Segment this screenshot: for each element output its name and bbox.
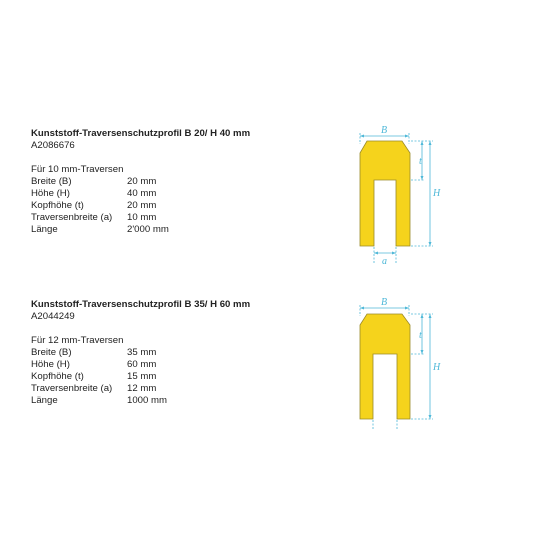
profile-shape	[360, 314, 410, 419]
spec-value: 35 mm	[127, 347, 157, 358]
product-title: Kunststoff-Traversenschutzprofil B 35/ H 60 mm	[31, 299, 251, 310]
spec-value: 15 mm	[127, 371, 157, 382]
spec-value: 20 mm	[127, 176, 157, 187]
product-block-2	[31, 299, 291, 407]
profile-cross-section-drawing	[345, 292, 455, 442]
dimension-label-t: t	[419, 330, 422, 341]
profile-shape	[360, 141, 410, 246]
profile-cross-section-drawing	[345, 120, 455, 270]
spec-label: Länge	[31, 395, 58, 406]
dimension-label-t: t	[419, 156, 422, 167]
dimension-label-b: B	[381, 297, 388, 308]
product-subtitle: Für 10 mm-Traversen	[31, 164, 124, 175]
spec-row	[31, 200, 291, 212]
spec-value: 1000 mm	[127, 395, 167, 406]
spec-row	[31, 212, 291, 224]
dimension-label-h: H	[433, 188, 441, 199]
article-number: A2086676	[31, 140, 75, 151]
spec-value: 10 mm	[127, 212, 157, 223]
spec-label: Höhe (H)	[31, 359, 70, 370]
dimension-label-h: H	[433, 362, 441, 373]
spec-label: Kopfhöhe (t)	[31, 200, 84, 211]
spec-row	[31, 176, 291, 188]
spec-label: Breite (B)	[31, 347, 72, 358]
dimension-label-b: B	[381, 125, 388, 136]
spec-value: 20 mm	[127, 200, 157, 211]
product-block-1	[31, 128, 291, 236]
article-number: A2044249	[31, 311, 75, 322]
spec-value: 40 mm	[127, 188, 157, 199]
spec-value: 60 mm	[127, 359, 157, 370]
spec-row	[31, 224, 291, 236]
product-subtitle: Für 12 mm-Traversen	[31, 335, 124, 346]
spec-label: Traversenbreite (a)	[31, 383, 113, 394]
spec-label: Traversenbreite (a)	[31, 212, 113, 223]
spec-row	[31, 371, 291, 383]
product-title: Kunststoff-Traversenschutzprofil B 20/ H 40 mm	[31, 128, 251, 139]
spec-row	[31, 188, 291, 200]
spec-label: Länge	[31, 224, 58, 235]
spec-row	[31, 383, 291, 395]
spec-label: Breite (B)	[31, 176, 72, 187]
profile-diagram-2	[345, 292, 455, 442]
dimension-label-a: a	[382, 256, 387, 267]
profile-diagram-1	[345, 120, 455, 270]
spec-row	[31, 395, 291, 407]
spec-row	[31, 359, 291, 371]
spec-value: 2'000 mm	[127, 224, 169, 235]
spec-label: Kopfhöhe (t)	[31, 371, 84, 382]
spec-label: Höhe (H)	[31, 188, 70, 199]
spec-row	[31, 347, 291, 359]
spec-value: 12 mm	[127, 383, 157, 394]
